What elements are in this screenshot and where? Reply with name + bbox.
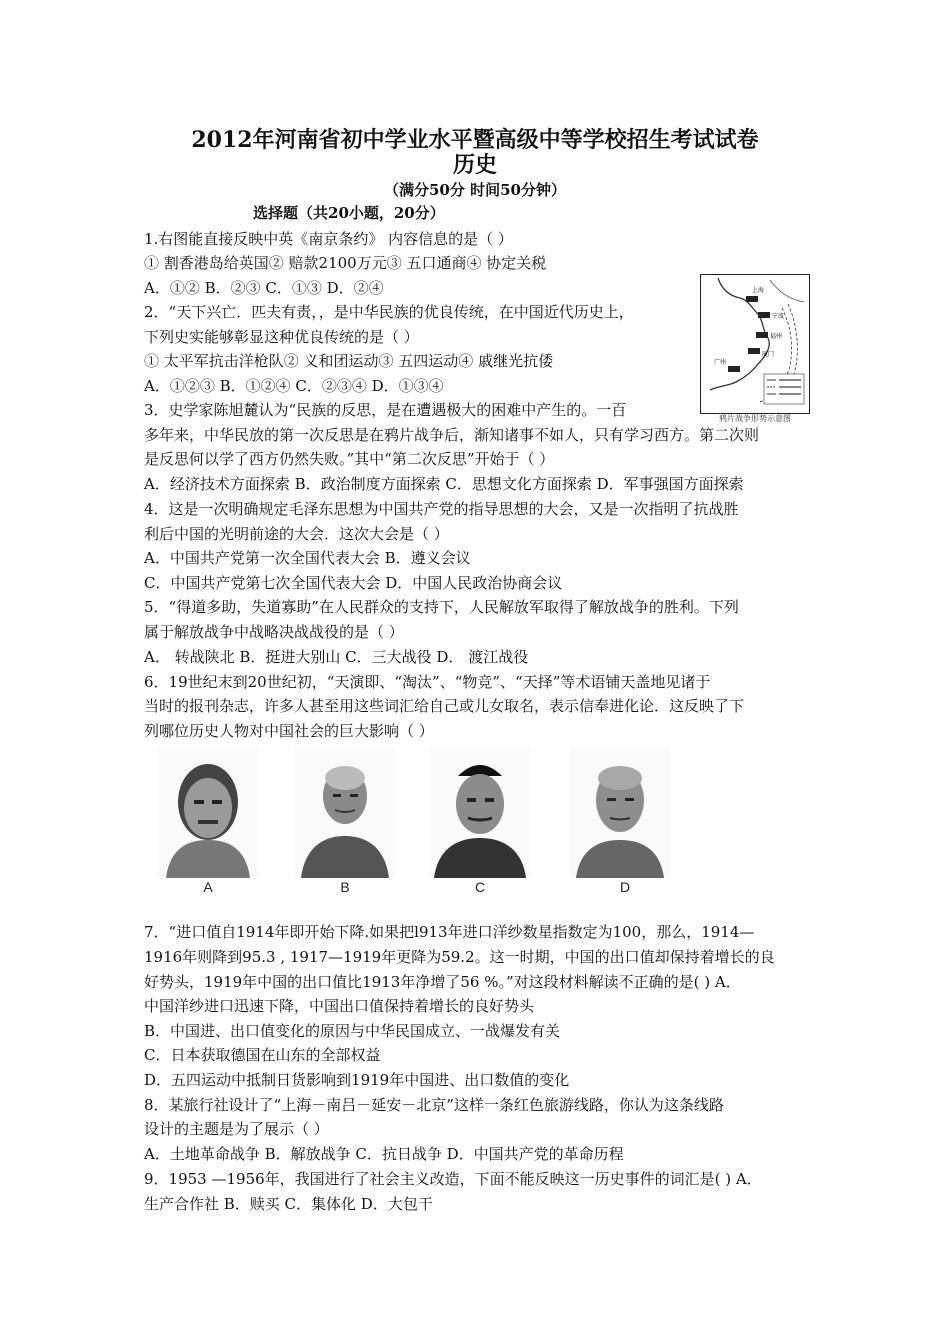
text-line: 8．某旅行社设计了“上海－南吕－延安－北京”这样一条红色旅游线路，你认为这条线路 <box>144 1096 724 1114</box>
text-line: 1916年则降到95.3 , 1917—1919年更降为59.2。这一时期，中国的出口值却保持着增长的良 <box>144 948 775 966</box>
portrait-image <box>295 748 395 878</box>
text-line: B．中国进、出口值变化的原因与中华民国成立、一战爆发有关 <box>144 1022 561 1040</box>
text-line: ① 割香港岛给英国② 赔款2100万元③ 五口通商④ 协定关税 <box>144 254 547 272</box>
text-line: 3．史学家陈旭麓认为“民族的反思，是在遭遇极大的困难中产生的。一百 <box>144 401 627 419</box>
text-line: C．日本获取德国在山东的全部权益 <box>144 1046 381 1064</box>
text-line: D．五四运动中抵制日货影响到1919年中国进、出口数值的变化 <box>144 1071 570 1089</box>
map-legend <box>764 374 804 404</box>
text-line: 当时的报刊杂志，许多人甚至用这些词汇给自己或儿女取名，表示信奉进化论．这反映了下 <box>144 697 745 715</box>
portrait-label: D <box>619 879 631 895</box>
text-line: A． 转战陕北 B．挺进大别山 C．三大战役 D． 渡江战役 <box>144 648 529 666</box>
portrait-image <box>430 748 530 878</box>
text-line: A．经济技术方面探索 B．政治制度方面探索 C．思想文化方面探索 D．军事强国方面探索 <box>144 475 744 493</box>
text-line: C．中国共产党第七次全国代表大会 D．中国人民政治协商会议 <box>144 574 563 592</box>
text-line: A．中国共产党第一次全国代表大会 B．遵义会议 <box>144 549 471 567</box>
text-line: 利后中国的光明前途的大会．这次大会是（ ） <box>144 525 449 543</box>
text-line: 9．1953 —1956年，我国进行了社会主义改造，下面不能反映这一历史事件的词汇是( ) A． <box>144 1170 762 1188</box>
text-line: A．①② B．②③ C．①③ D．②④ <box>144 279 384 297</box>
map-city-label: 宁波 <box>772 313 785 320</box>
text-line: A．土地革命战争 B．解放战争 C．抗日战争 D．中国共产党的革命历程 <box>144 1145 624 1163</box>
map-city-label: 广州 <box>714 359 727 366</box>
text-line: 多年来，中华民放的第一次反思是在鸦片战争后，渐知诸事不如人，只有学习西方。第二次则 <box>144 426 760 444</box>
portrait-image <box>570 748 670 878</box>
text-line: 好势头，1919年中国的出口值比1913年净增了56 %。”对这段材料解读不正确的是( ) A． <box>144 973 741 991</box>
opium-war-map <box>700 274 810 414</box>
exam-title: 2012年河南省初中学业水平暨高级中等学校招生考试试卷 <box>191 127 759 153</box>
text-line: 2．“天下兴亡．匹夫有责，，是中华民族的优良传统，在中国近代历史上， <box>144 303 634 321</box>
portrait-label: B <box>340 879 350 895</box>
text-line: 列哪位历史人物对中国社会的巨大影响（ ） <box>144 722 434 740</box>
portrait-image <box>158 748 258 878</box>
text-line: A．①②③ B．①②④ C．②③④ D．①③④ <box>144 377 444 395</box>
text-line: 7．“进口值自1914年即开始下降.如果把l913年进口洋纱数星指数定为100，那么，1914— <box>144 923 755 941</box>
portrait-label: C <box>474 879 486 895</box>
section-heading: 选择题（共20小题，20分） <box>253 204 445 222</box>
text-line: 1.右图能直接反映中英《南京条约》 内容信息的是（ ） <box>144 230 513 248</box>
score-info: （满分50分 时间50分钟） <box>384 181 566 199</box>
text-line: 5．“得道多助，失道寡助”在人民群众的支持下，人民解放军取得了解放战争的胜利。下列 <box>144 598 739 616</box>
text-line: 4．这是一次明确规定毛泽东思想为中国共产党的指导思想的大会，又是一次指明了抗战胜 <box>144 500 739 518</box>
portrait-row <box>150 748 680 900</box>
text-line: 下列史实能够彰显这种优良传统的是（ ） <box>144 328 419 346</box>
map-city-label: 厦门 <box>762 351 775 358</box>
portrait-label: A <box>203 879 213 895</box>
map-city-label: 上海 <box>752 287 765 294</box>
text-line: 属于解放战争中战略决战战役的是（ ） <box>144 623 404 641</box>
text-line: 中国洋纱进口迅速下降，中国出口值保持着增长的良好势头 <box>144 997 535 1015</box>
subject-title: 历史 <box>452 152 497 178</box>
text-line: 6．19世纪末到20世纪初，“天演即、“淘汰”、“物竞”、“天择”等术语铺天盖地见诸于 <box>144 673 711 691</box>
map-city-label: 福州 <box>770 333 783 340</box>
map-caption: 鸦片战争形势示意图 <box>719 414 791 423</box>
text-line: 是反思何以学了西方仍然失败。”其中“第二次反思”开始于（ ） <box>144 450 555 468</box>
text-line: 设计的主题是为了展示（ ） <box>144 1120 329 1138</box>
text-line: 生产合作社 B．赎买 C．集体化 D．大包干 <box>144 1195 433 1213</box>
text-line: ① 太平军抗击洋枪队② 义和团运动③ 五四运动④ 戚继光抗倭 <box>144 352 554 370</box>
